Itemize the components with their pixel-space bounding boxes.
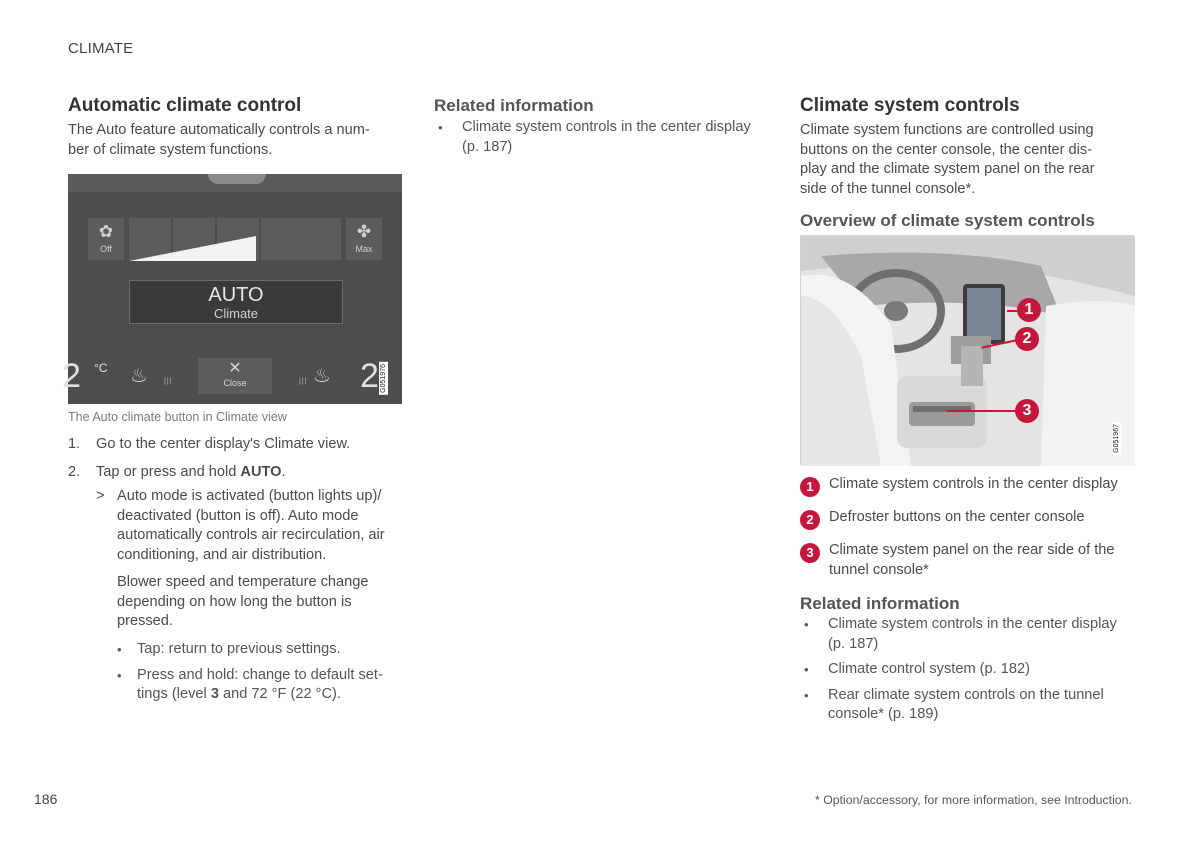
- bullet-icon: •: [117, 667, 122, 683]
- sub-bullet-1: [113, 640, 413, 660]
- right-related-item-1-line-2: (p. 187): [828, 635, 879, 652]
- fan-off-button[interactable]: [88, 218, 124, 260]
- sub-bullet-2-line-2: [137, 685, 413, 705]
- right-subtitle: Overview of climate system controls: [800, 211, 1095, 230]
- fan-level-4[interactable]: [261, 218, 303, 260]
- callout-badge-1: 1: [800, 477, 820, 497]
- blower-line-3: pressed.: [117, 613, 173, 629]
- right-intro: [800, 121, 1130, 199]
- car-interior-figure: [800, 235, 1134, 465]
- result-line-3: automatically controls air recirculation, air: [117, 527, 385, 543]
- climate-panel-figure: [62, 174, 402, 404]
- fan-max-label: Max: [355, 244, 373, 254]
- auto-sublabel: Climate: [213, 306, 259, 321]
- right-related-item-2-line-1: Climate control system (p. 182): [828, 661, 1030, 677]
- result-line-2: deactivated (button is off). Auto mode: [117, 507, 359, 524]
- callout-marker-1: 1: [1017, 298, 1041, 322]
- temp-left-unit: °C: [94, 361, 108, 375]
- result-marker: >: [96, 488, 105, 504]
- right-title: Climate system controls: [800, 95, 1020, 116]
- sub-bullet-2: [113, 666, 413, 705]
- footnote: * Option/accessory, for more information, see Introduction.: [815, 793, 1132, 807]
- blower-text: [117, 573, 407, 632]
- fan-speed-ramp: [129, 236, 257, 262]
- result-line-4: conditioning, and air distribution.: [117, 546, 327, 563]
- figure-code: G051967: [1113, 424, 1120, 453]
- right-intro-line-4: side of the tunnel console*.: [800, 180, 976, 197]
- sub-bullet-2-line-1: Press and hold: change to default set-: [137, 666, 383, 683]
- fan-off-label: Off: [100, 244, 112, 254]
- callout-text-3-line-2: tunnel console*: [829, 561, 929, 578]
- right-related-item-3-line-1: Rear climate system controls on the tunnel: [828, 686, 1104, 703]
- temp-right[interactable]: 2: [360, 357, 379, 395]
- temp-left[interactable]: 2: [62, 357, 81, 395]
- callout-badge-3: 3: [800, 543, 820, 563]
- step-1-number: 1.: [68, 436, 81, 452]
- bullet-icon: •: [804, 617, 809, 632]
- auto-label: AUTO: [208, 284, 264, 306]
- callout-text-1: Climate system controls in the center display: [829, 476, 1118, 492]
- fan-level-5[interactable]: [301, 218, 341, 260]
- right-related-item-2[interactable]: [800, 660, 1140, 680]
- middle-related-item-1-line-1: Climate system controls in the center display: [462, 119, 751, 135]
- callout-text-2: Defroster buttons on the center console: [829, 509, 1085, 525]
- fan-max-button[interactable]: [346, 218, 382, 260]
- bullet-icon: •: [117, 642, 122, 657]
- left-title: Automatic climate control: [68, 95, 302, 116]
- right-related-item-3-line-2: console* (p. 189): [828, 706, 939, 722]
- callout-item-3: [800, 541, 1135, 580]
- figure-code: G051976: [380, 364, 387, 393]
- result-text: [117, 487, 407, 565]
- blower-line-1: Blower speed and temperature change: [117, 574, 369, 590]
- sub-bullet-2-text-after: and 72 °F (22 °C).: [218, 686, 341, 702]
- close-label: Close: [223, 378, 247, 388]
- right-intro-line-3: play and the climate system panel on the rear: [800, 161, 1095, 177]
- page-number: 186: [34, 791, 58, 807]
- bullet-icon: •: [804, 662, 809, 677]
- car-interior-illustration: [801, 236, 1135, 466]
- step-2-text-before: Tap or press and hold: [96, 464, 241, 480]
- left-intro-line-1: The Auto feature automatically controls a num-: [68, 122, 370, 138]
- right-related-list: [800, 615, 1140, 725]
- callout-marker-3: 3: [1015, 399, 1039, 423]
- callout-text-3-line-1: Climate system panel on the rear side of the: [829, 542, 1115, 558]
- step-2-text: [96, 463, 286, 483]
- close-button[interactable]: [198, 358, 272, 394]
- seat-heater-left-level: |||: [164, 378, 173, 385]
- seat-heater-left-icon[interactable]: ♨: [130, 365, 148, 387]
- panel-top-handle: [208, 174, 266, 184]
- left-intro: [68, 121, 370, 160]
- step-2-number: 2.: [68, 464, 81, 480]
- fan-max-icon: ✤: [356, 222, 372, 241]
- middle-related-item-1[interactable]: [434, 118, 774, 157]
- sub-bullet-1-text: Tap: return to previous settings.: [137, 641, 341, 657]
- step-2-bold: AUTO: [240, 464, 282, 480]
- seat-heater-right-level: |||: [299, 378, 308, 385]
- sub-bullet-2-bold: 3: [210, 686, 219, 702]
- middle-related-title: Related information: [434, 96, 594, 115]
- right-related-item-1[interactable]: [800, 615, 1140, 654]
- middle-related-item-1-line-2: (p. 187): [462, 138, 513, 155]
- step-2-text-after: .: [281, 464, 286, 480]
- close-icon: ✕: [228, 360, 242, 377]
- callout-line-3: [947, 410, 1017, 412]
- callout-item-2: [800, 508, 1135, 528]
- blower-line-2: depending on how long the button is: [117, 593, 352, 610]
- bullet-icon: •: [804, 687, 809, 703]
- middle-related-list: [434, 118, 774, 157]
- result-line-1: Auto mode is activated (button lights up)/: [117, 488, 382, 504]
- bullet-icon: •: [438, 120, 443, 135]
- callout-marker-2: 2: [1015, 327, 1039, 351]
- step-1-text: Go to the center display's Climate view.: [96, 436, 351, 452]
- left-intro-line-2: ber of climate system functions.: [68, 141, 273, 158]
- right-related-title: Related information: [800, 594, 960, 613]
- sub-bullet-2-text-before: tings (level: [137, 686, 211, 702]
- right-related-item-3[interactable]: [800, 686, 1140, 725]
- section-label: CLIMATE: [68, 40, 134, 57]
- right-intro-line-1: Climate system functions are controlled using: [800, 122, 1094, 138]
- right-intro-line-2: buttons on the center console, the center dis-: [800, 141, 1093, 158]
- seat-heater-right-icon[interactable]: ♨: [313, 365, 331, 387]
- callout-item-1: [800, 475, 1135, 495]
- sub-bullet-list: [113, 640, 413, 705]
- callout-badge-2: 2: [800, 510, 820, 530]
- fan-off-icon: ✿: [98, 222, 114, 241]
- right-related-item-1-line-1: Climate system controls in the center display: [828, 616, 1117, 632]
- figure-caption: The Auto climate button in Climate view: [68, 410, 287, 424]
- auto-climate-button[interactable]: [129, 280, 343, 324]
